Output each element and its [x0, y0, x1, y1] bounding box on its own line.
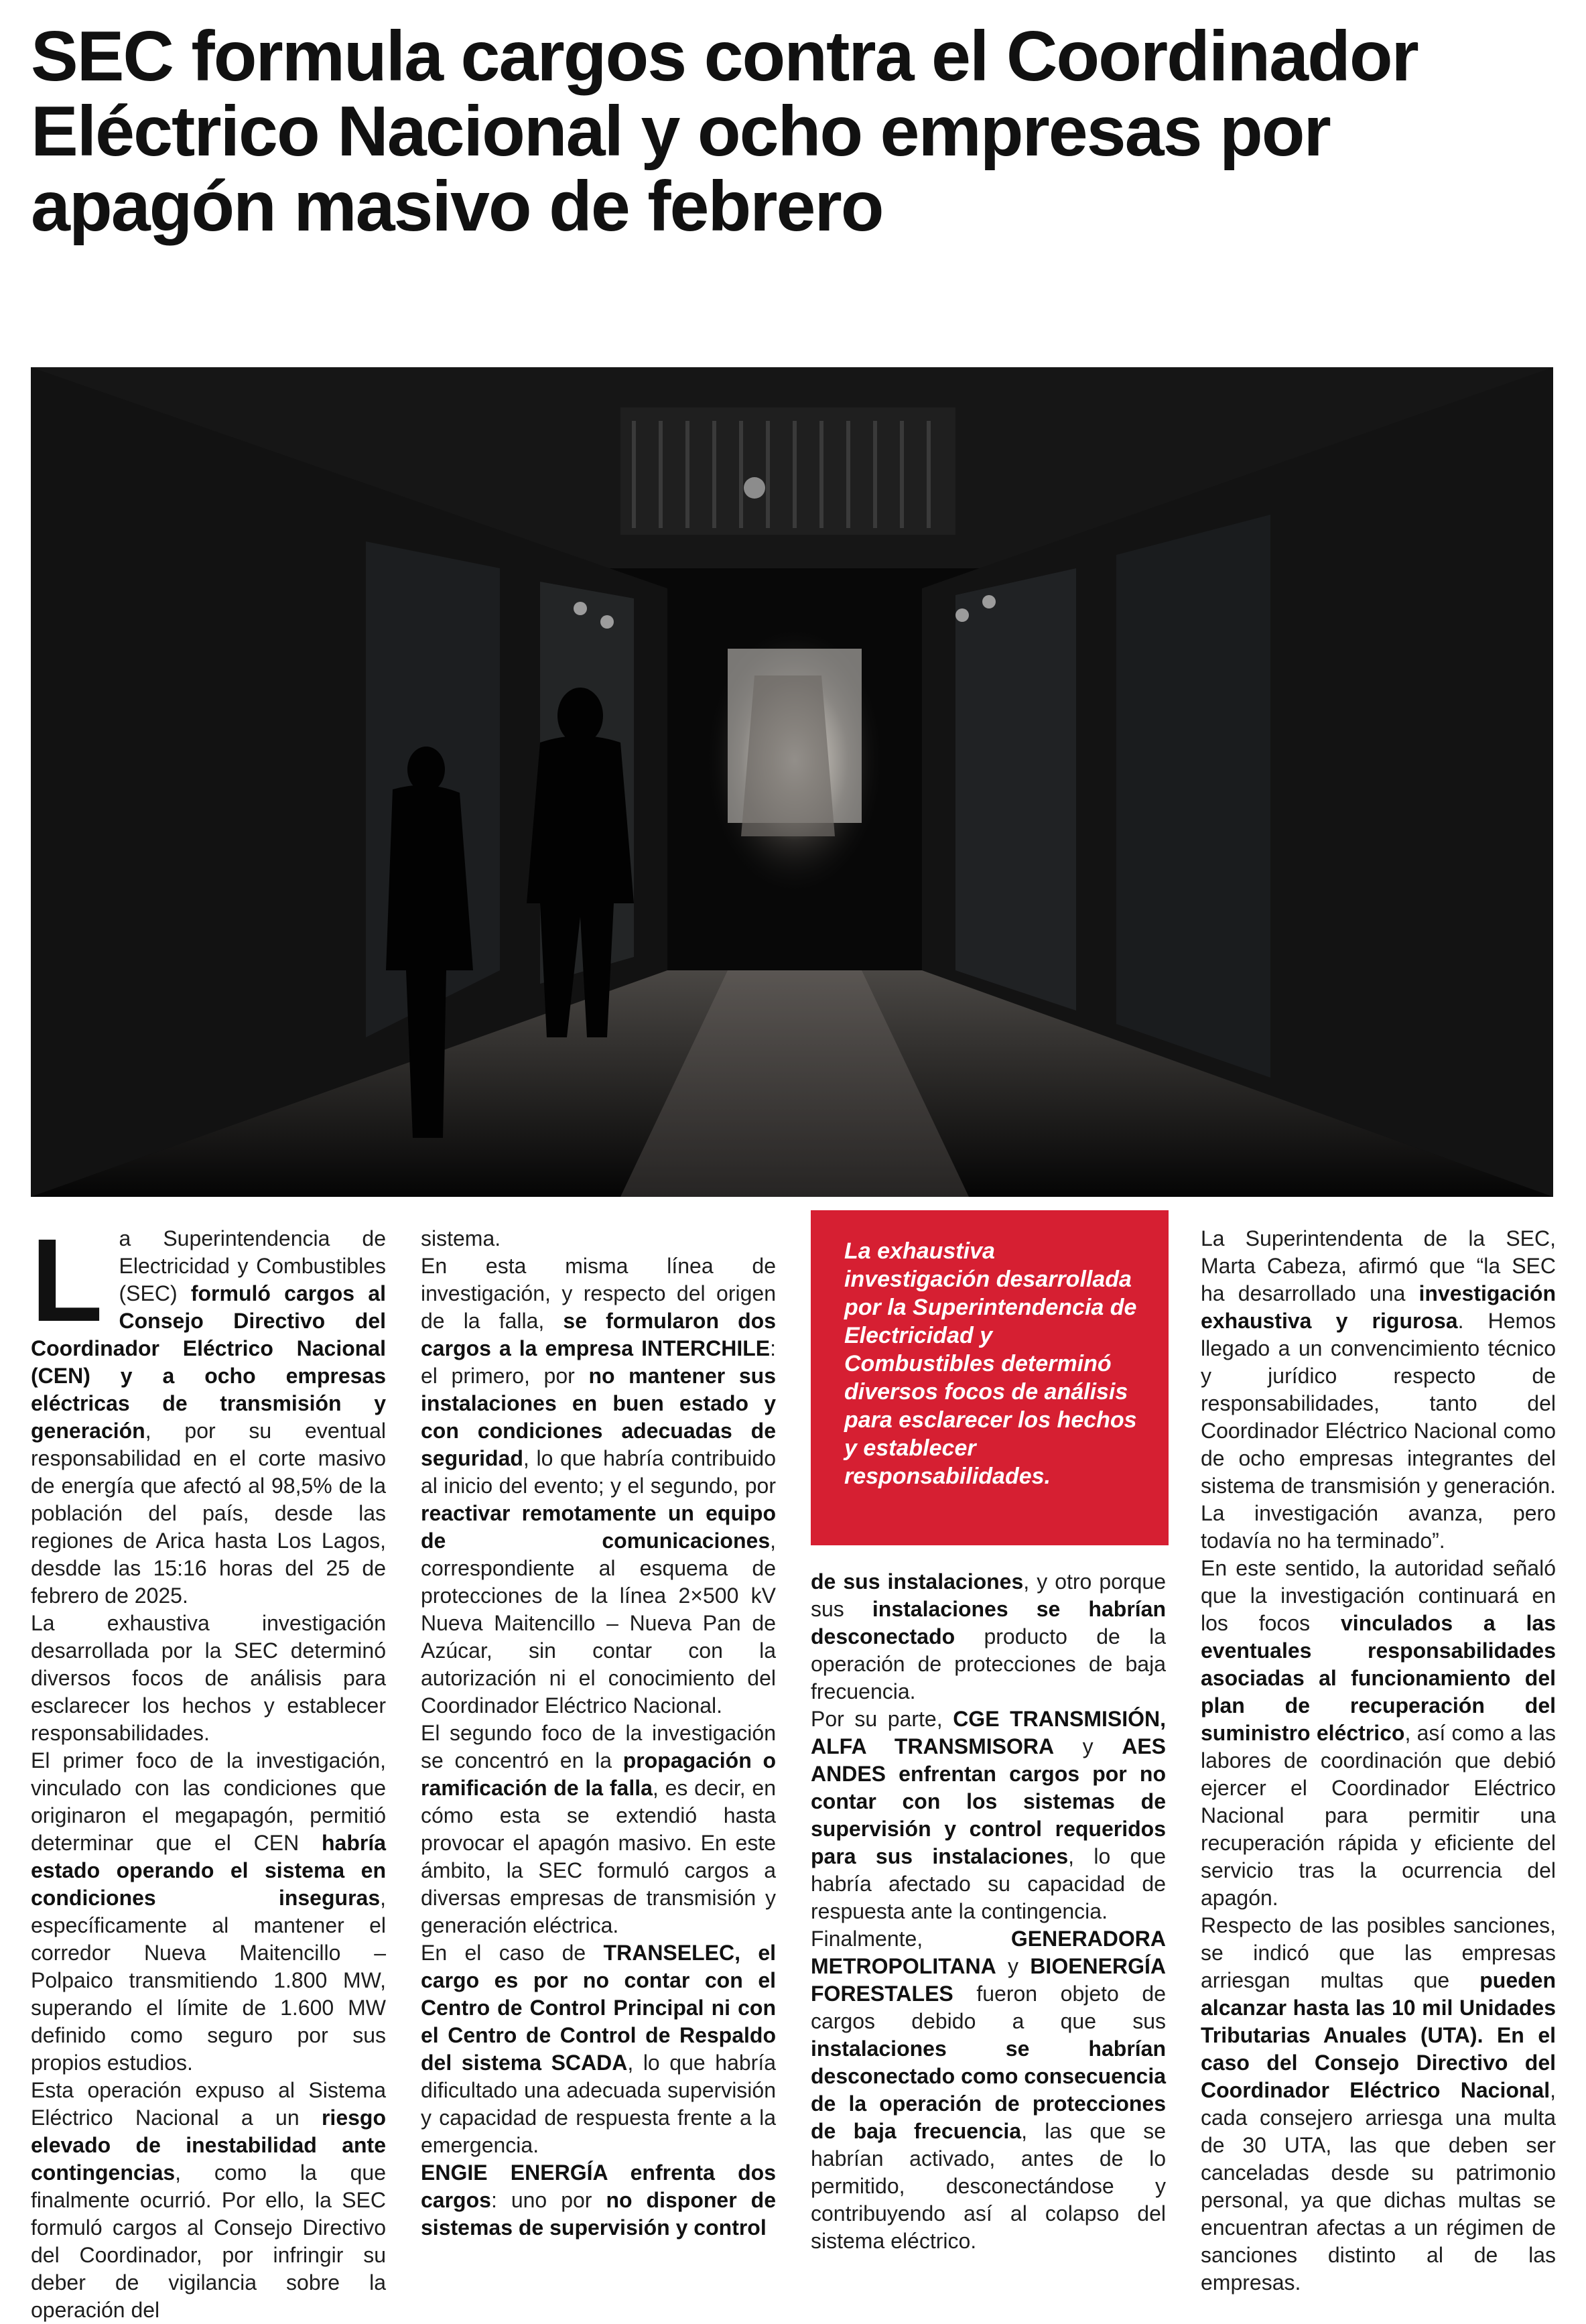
bold-span: investigación exhaustiva y rigurosa	[1201, 1281, 1556, 1333]
paragraph	[1201, 1555, 1556, 1912]
text-span: , y otro porque sus	[811, 1569, 1167, 1621]
bold-span: TRANSELEC, el cargo es por no contar con el Centro de Control Principal ni con el Centro de Control de Respaldo del sistema SCADA	[421, 1941, 777, 2075]
text-span: , es decir, en cómo esta se extendió hasta provocar el apagón masivo. En este ámbito, la SEC formuló cargos a diversas empresas de transmisión y generación eléctrica.	[421, 1776, 777, 1937]
bold-span: AES ANDES enfrentan cargos por no contar con los sistemas de supervisión y control requeridos para sus instalaciones	[811, 1734, 1167, 1868]
bold-span: vinculados a las eventuales responsabilidades asociadas al funcionamiento del plan de recuperación del suministro eléctrico	[1201, 1611, 1557, 1745]
text-span: . Hemos llegado a un convencimiento técnico y jurídico respecto de responsabilidades, tanto del Coordinador Eléctrico Nacional como de ocho empresas integrantes del sistema de transmisión y generación. La investigación avanza, pero todavía no ha terminado”.	[1201, 1309, 1557, 1553]
text-span: El segundo foco de la investigación se concentró en la	[421, 1721, 776, 1772]
text-span: Esta operación expuso al Sistema Eléctrico Nacional a un	[31, 2078, 386, 2130]
text-span: , correspondiente al esquema de protecciones de la línea 2×500 kV Nueva Maitencillo – Nueva Pan de Azúcar, sin contar con la autorización ni el conocimiento del Coordinador Eléctrico Nacional.	[421, 1529, 776, 1718]
text-span: , por su eventual responsabilidad en el corte masivo de energía que afectó al 98,5% de la población del país, desde las regiones de Arica hasta Los Lagos, desdde las 15:16 horas del 25 de febrero de 2025.	[31, 1419, 386, 1608]
paragraph	[811, 1925, 1166, 2255]
text-span: producto de la operación de protecciones de baja frecuencia.	[811, 1624, 1166, 1703]
bold-span: CGE TRANSMISIÓN, ALFA TRANSMISORA	[811, 1707, 1167, 1758]
paragraph	[421, 2159, 776, 2242]
headline: SEC formula cargos contra el Coordinador Eléctrico Nacional y ocho empresas por apagón masivo de febrero	[31, 17, 1418, 246]
paragraph	[1201, 1225, 1556, 1555]
paragraph	[811, 1705, 1166, 1925]
text-span: En esta misma línea de investigación, y respecto del origen de la falla,	[421, 1254, 776, 1333]
text-span: , lo que habría afectado su capacidad de respuesta ante la contingencia.	[811, 1844, 1167, 1923]
text-span: , lo que habría dificultado una adecuada supervisión y capacidad de respuesta frente a la emergencia.	[421, 2051, 777, 2157]
text-span: La Superintendenta de la SEC, Marta Cabeza, afirmó que “la SEC ha desarrollado una	[1201, 1226, 1556, 1305]
dropcap: L	[31, 1215, 103, 1346]
bold-span: pueden alcanzar hasta las 10 mil Unidades Tributarias Anuales (UTA). En el caso del Consejo Directivo del Coordinador Eléctrico Nacional	[1201, 1968, 1556, 2102]
text-span: : el primero, por	[421, 1336, 776, 1388]
text-span: y	[1054, 1734, 1122, 1758]
text-span: Finalmente,	[811, 1927, 1011, 1951]
paragraph	[811, 1568, 1166, 1705]
text-span: , las que se habrían activado, antes de lo permitido, desconectándose y contribuyendo así al colapso del sistema eléctrico.	[811, 2119, 1166, 2253]
bold-span: habría estado operando el sistema en condiciones inseguras	[31, 1831, 386, 1910]
text-span: Respecto de las posibles sanciones, se indicó que las empresas arriesgan multas que	[1201, 1913, 1556, 1992]
text-span: , así como a las labores de coordinación que debió ejercer el Coordinador Eléctrico Nacional para permitir una recuperación rápida y eficiente del servicio tras la ocurrencia del apagón.	[1201, 1721, 1557, 1910]
bold-span: riesgo elevado de inestabilidad ante contingencias	[31, 2106, 386, 2185]
text-span: fueron objeto de cargos debido a que sus	[811, 1982, 1166, 2033]
bold-span: instalaciones se habrían desconectado como consecuencia de la operación de protecciones de baja frecuencia	[811, 2037, 1166, 2143]
paragraph	[31, 2077, 386, 2324]
text-span: : uno por	[490, 2188, 606, 2212]
article-column-2	[421, 1225, 776, 2242]
article-column-3	[811, 1568, 1166, 2255]
text-span: , específicamente al mantener el corredor Nueva Maitencillo – Polpaico transmitiendo 1.800 MW, superando el límite de 1.600 MW definido como seguro por sus propios estudios.	[31, 1886, 386, 2075]
paragraph: La exhaustiva investigación desarrollada por la SEC determinó diversos focos de análisis para esclarecer los hechos y establecer responsabilidades.	[31, 1611, 386, 1745]
text-span: Por su parte,	[811, 1707, 953, 1731]
paragraph	[421, 1720, 776, 1939]
photo-illustration	[31, 367, 1553, 1197]
bold-span: no mantener sus instalaciones en buen estado y con condiciones adecuadas de seguridad	[421, 1364, 776, 1470]
bold-span: de sus instalaciones	[811, 1569, 1024, 1594]
paragraph-intro	[31, 1215, 386, 1610]
paragraph	[421, 1939, 776, 2159]
bold-span: GENERADORA METROPOLITANA	[811, 1927, 1166, 1978]
paragraph: sistema.	[421, 1226, 501, 1250]
text-span: y	[996, 1954, 1031, 1978]
bold-span: no disponer de sistemas de supervisión y control	[421, 2188, 777, 2240]
article-column-1	[31, 1215, 386, 2324]
bold-span: se formularon dos cargos a la empresa INTERCHILE	[421, 1309, 777, 1360]
text-span: En este sentido, la autoridad señaló que la investigación continuará en los focos	[1201, 1556, 1556, 1635]
article-column-4	[1201, 1225, 1556, 2297]
bold-span: ENGIE ENERGÍA enfrenta dos cargos	[421, 2160, 776, 2212]
text-span: , lo que habría contribuido al inicio del evento; y el segundo, por	[421, 1446, 776, 1498]
bold-span: BIOENERGÍA FORESTALES	[811, 1954, 1166, 2006]
bold-span: reactivar remotamente un equipo de comunicaciones	[421, 1501, 776, 1553]
bold-span: formuló cargos al Consejo Directivo del Coordinador Eléctrico Nacional (CEN) y a ocho empresas eléctricas de transmisión y generación	[31, 1281, 386, 1443]
text-span: , como la que finalmente ocurrió. Por ello, la SEC formuló cargos al Consejo Directivo del Coordinador, por infringir su deber de vigilancia sobre la operación del	[31, 2160, 386, 2322]
text-span: En el caso de	[421, 1941, 604, 1965]
text-span: a Superintendencia de Electricidad y Combustibles (SEC)	[119, 1226, 386, 1305]
text-span: , cada consejero arriesga una multa de 30 UTA, las que deben ser canceladas desde su patrimonio personal, ya que dichas multas se encuentran afectas a un régimen de sanciones distinto al de las empresas.	[1201, 2078, 1556, 2295]
pull-quote-callout: La exhaustiva investigación desarrollada por la Superintendencia de Electricidad y Combustibles determinó diversos focos de análisis para esclarecer los hechos y establecer responsabilidades.	[811, 1210, 1169, 1545]
bold-span: propagación o ramificación de la falla	[421, 1748, 777, 1800]
paragraph	[421, 1252, 776, 1720]
dark-corridor-photo	[31, 367, 1553, 1197]
text-span: El primer foco de la investigación, vinculado con las condiciones que originaron el megapagón, permitió determinar que el CEN	[31, 1748, 386, 1855]
paragraph	[31, 1747, 386, 2077]
paragraph	[1201, 1912, 1556, 2297]
bold-span: instalaciones se habrían desconectado	[811, 1597, 1166, 1649]
